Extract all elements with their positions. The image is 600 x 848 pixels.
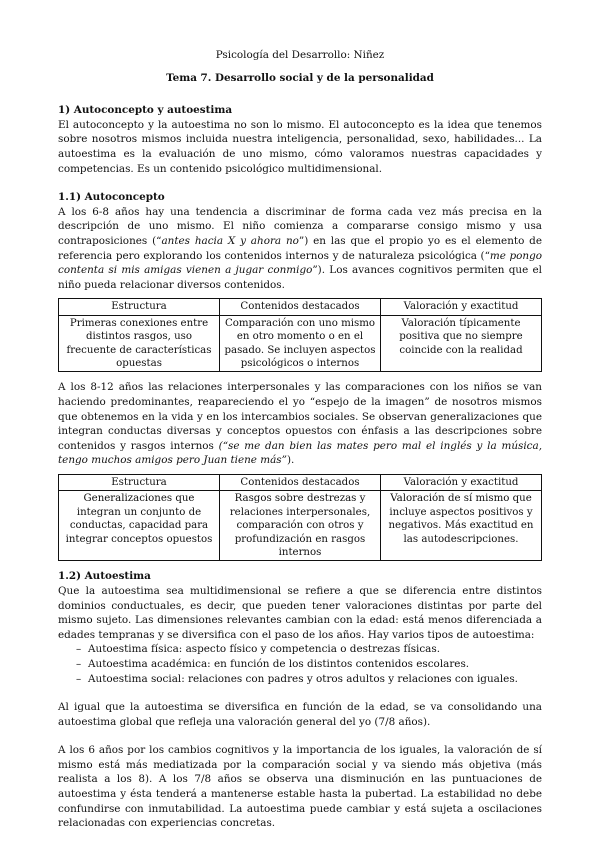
table-cell: Generalizaciones que integran un conjunto de conductas, capacidad para integrar conceptos opuestos <box>59 491 220 561</box>
table-cell: Rasgos sobre destrezas y relaciones interpersonales, comparación con otros y profundización en rasgos internos <box>220 491 381 561</box>
section-intro-paragraph: El autoconcepto y la autoestima no son lo mismo. El autoconcepto es la idea que tenemos sobre nosotros mismos incluida nuestra inteligencia, personalidad, sexo, habilidades... La autoestima es la evaluación de uno mismo, cómo valoramos nuestras capacidades y competencias. Es un contenido psicológico multidimensional. <box>58 118 542 175</box>
autoestima-types-list <box>58 642 542 686</box>
autoconcepto-table-8-12 <box>58 474 542 561</box>
table-header-cell: Valoración y exactitud <box>381 299 542 315</box>
table-cell: Valoración típicamente positiva que no siempre coincide con la realidad <box>381 315 542 372</box>
autoconcepto-paragraph-8-12: A los 8-12 años las relaciones interpersonales y las comparaciones con los niños se van haciendo predominantes, reapareciendo el yo “espejo de la imagen” de nosotros mismos que obtenemos en la vida y en los intercambios sociales. Se observan generalizaciones que integran conductas diversas y conceptos opuestos con énfasis a las descripciones sobre contenidos y rasgos internos (“se me dan bien las mates pero mal el inglés y la música, tengo muchos amigos pero Juan tiene más”). <box>58 381 542 467</box>
autoconcepto-table-6-8 <box>58 298 542 372</box>
table-cell: Comparación con uno mismo en otro momento o en el pasado. Se incluyen aspectos psicológicos o internos <box>220 315 381 372</box>
list-item: – Autoestima académica: en función de los distintos contenidos escolares. <box>78 657 542 672</box>
list-item: – Autoestima social: relaciones con padres y otros adultos y relaciones con iguales. <box>78 672 542 687</box>
section-heading-autoconcepto-autoestima: 1) Autoconcepto y autoestima <box>58 104 233 117</box>
course-title: Psicología del Desarrollo: Niñez <box>215 49 385 61</box>
list-item: – Autoestima física: aspecto físico y competencia o destrezas físicas. <box>78 642 542 657</box>
table-header-cell: Valoración y exactitud <box>381 474 542 490</box>
table-header-row <box>59 299 542 315</box>
table-header-row <box>59 474 542 490</box>
autoestima-paragraph-global: Al igual que la autoestima se diversifica en función de la edad, se va consolidando una autoestima global que refleja una valoración general del yo (7/8 años). <box>58 701 542 728</box>
table-header-cell: Contenidos destacados <box>220 299 381 315</box>
topic-title: Tema 7. Desarrollo social y de la personalidad <box>166 71 434 84</box>
table-header-cell: Contenidos destacados <box>220 474 381 490</box>
table-cell: Primeras conexiones entre distintos rasgos, uso frecuente de características opuestas <box>59 315 220 372</box>
table-cell: Valoración de sí mismo que incluye aspectos positivos y negativos. Más exactitud en las autodescripciones. <box>381 491 542 561</box>
autoestima-paragraph-evolution: A los 6 años por los cambios cognitivos y la importancia de los iguales, la valoración de sí mismo está más mediatizada por la comparación social y va siendo más objetiva (más realista a los 8). A los 7/8 años se observa una disminución en las puntuaciones de autoestima y ésta tenderá a mantenerse estable hasta la pubertad. La estabilidad no debe confundirse con inmutabilidad. La autoestima puede cambiar y está sujeta a oscilaciones relacionadas con experiencias concretas. <box>58 744 542 830</box>
table-row <box>59 315 542 372</box>
autoconcepto-paragraph-6-8: A los 6-8 años hay una tendencia a discriminar de forma cada vez más precisa en la descripción de uno mismo. El niño comienza a compararse consigo mismo y usa contraposiciones (“antes hacia X y ahora no”) en las que el propio yo es el elemento de referencia pero explorando los contenidos internos y de naturaleza psicológica (“me pongo contenta si mis amigas vienen a jugar conmigo”). Los avances cognitivos permiten que el niño pueda relacionar diversos contenidos. <box>58 205 543 291</box>
table-header-cell: Estructura <box>59 474 220 490</box>
subsection-heading-autoestima: 1.2) Autoestima <box>58 570 151 583</box>
autoestima-paragraph-multidimensional: Que la autoestima sea multidimensional se refiere a que se diferencia entre distintos dominios conductuales, es decir, que pueden tener valoraciones distintas por parte del mismo sujeto. Las dimensiones relevantes cambian con la edad: está menos diferenciada a edades tempranas y se diversifica con el paso de los años. Hay varios tipos de autoestima: <box>58 584 542 641</box>
table-row <box>59 491 542 561</box>
subsection-heading-autoconcepto: 1.1) Autoconcepto <box>58 191 165 204</box>
table-header-cell: Estructura <box>59 299 220 315</box>
